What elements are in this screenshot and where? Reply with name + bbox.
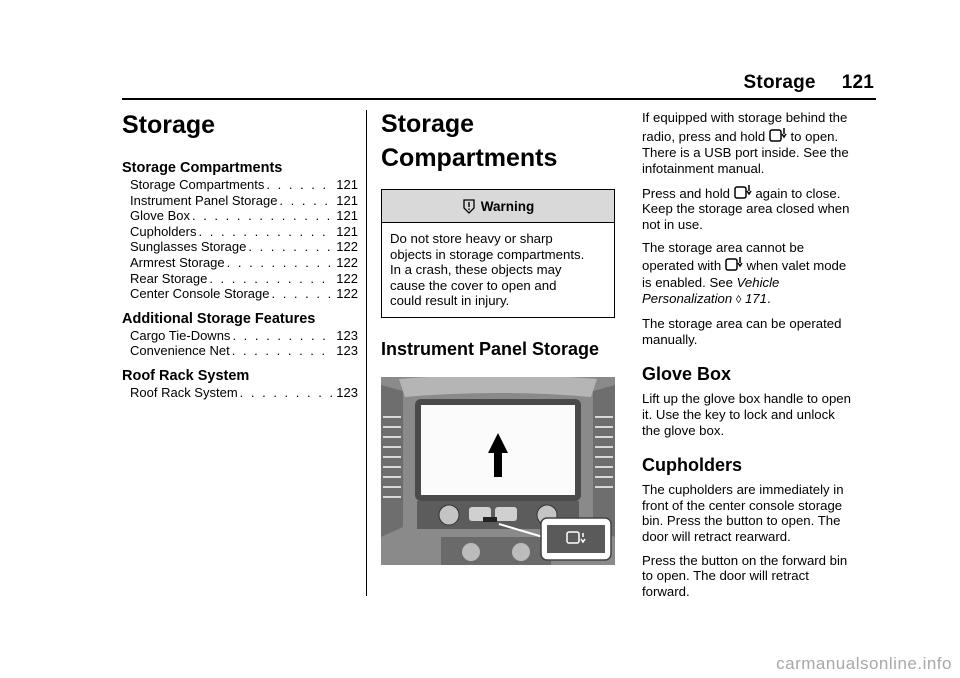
text-line: If equipped with storage behind the	[642, 110, 848, 125]
toc-entry-page: 123	[336, 384, 358, 400]
toc-leader-dots	[232, 328, 334, 344]
text-line: Press the button on the forward bin	[642, 552, 848, 568]
text-line: door will retract rearward.	[642, 528, 791, 544]
text-line: Lift up the glove box handle to open	[642, 391, 851, 407]
warning-body	[382, 223, 614, 317]
text-line: Keep the storage area closed when	[642, 201, 850, 217]
toc-entry-label: Instrument Panel Storage	[130, 192, 278, 208]
paragraph-storage-open	[642, 108, 878, 146]
paragraph-valet	[642, 240, 878, 256]
cross-reference-link[interactable]: Vehicle	[736, 274, 780, 290]
toc-entry[interactable]	[130, 286, 358, 302]
cupholders-heading: Cupholders	[642, 455, 743, 476]
text-line: to open.	[790, 129, 839, 144]
toc-leader-dots	[192, 208, 334, 224]
text-line: The storage area cannot be	[642, 240, 805, 256]
text-line: manually.	[642, 331, 698, 347]
toc-entry-label: Cupholders	[130, 223, 197, 239]
storage-button-icon	[734, 184, 752, 201]
header-rule	[122, 98, 876, 100]
paragraph-valet-ref	[642, 275, 878, 308]
text-line: The storage area can be operated	[642, 316, 842, 332]
column-divider	[366, 110, 367, 596]
toc-list	[130, 328, 358, 359]
text-line: is enabled. See	[642, 274, 733, 290]
warning-label: Warning	[480, 198, 535, 214]
toc-title: Storage	[122, 111, 216, 139]
instrument-panel-illustration	[381, 377, 615, 565]
toc-leader-dots	[266, 177, 334, 193]
text-line: again to close.	[755, 186, 841, 202]
toc-entry-page: 121	[336, 177, 358, 192]
warning-header	[382, 190, 614, 223]
toc-entry-page: 121	[336, 223, 358, 239]
toc-entry-label: Roof Rack System	[130, 384, 238, 400]
section-title-line2: Compartments	[381, 144, 558, 172]
column-3	[642, 108, 878, 599]
toc-entry-label: Cargo Tie-Downs	[130, 327, 231, 343]
toc-leader-dots	[232, 343, 335, 359]
paragraph-glove-box	[642, 391, 878, 438]
text-line: when valet mode	[746, 257, 847, 273]
toc-entry[interactable]	[130, 255, 358, 271]
text-line: .	[766, 290, 771, 306]
toc-entry-page: 122	[336, 239, 358, 255]
storage-button-icon	[769, 127, 787, 144]
text-line: infotainment manual.	[642, 160, 765, 176]
toc-leader-dots	[248, 239, 334, 255]
toc-entry-label: Sunglasses Storage	[130, 239, 247, 255]
toc-entry[interactable]	[130, 385, 358, 401]
toc-entry-page: 122	[336, 286, 358, 302]
left-air-vent	[381, 385, 403, 537]
toc-entry[interactable]	[130, 224, 358, 240]
text-line: to open. The door will retract	[642, 568, 809, 584]
text-line: not in use.	[642, 216, 703, 232]
paragraph-storage-open-cont	[642, 145, 878, 176]
section-title	[381, 107, 615, 175]
toc-entry-label: Convenience Net	[130, 343, 230, 359]
toc-entry[interactable]	[130, 239, 358, 255]
watermark: carmanualsonline.info	[776, 654, 952, 673]
text-line: There is a USB port inside. See the	[642, 145, 849, 160]
warning-line: Do not store heavy or sharp	[390, 231, 553, 246]
text-line: forward.	[642, 583, 690, 599]
toc-leader-dots	[271, 286, 334, 302]
text-line: radio, press and hold	[642, 129, 766, 144]
page-ref-icon: ◊	[735, 293, 742, 306]
toc-entry[interactable]	[130, 177, 358, 193]
cross-reference-page[interactable]: 171	[744, 290, 767, 306]
toc-entry-page: 122	[336, 254, 358, 270]
toc-entry[interactable]	[130, 328, 358, 344]
toc-entry-page: 121	[336, 208, 358, 224]
toc-leader-dots	[209, 271, 334, 287]
toc-leader-dots	[227, 255, 335, 271]
warning-line: In a crash, these objects may	[390, 262, 562, 278]
toc-entry-page: 123	[336, 343, 358, 359]
warning-line: could result in injury.	[390, 293, 510, 309]
toc-entry-label: Center Console Storage	[130, 286, 270, 302]
toc-leader-dots	[279, 193, 334, 209]
paragraph-storage-close-cont	[642, 201, 878, 232]
glove-box-heading: Glove Box	[642, 364, 732, 385]
toc-entry-label: Armrest Storage	[130, 254, 225, 270]
toc-entry[interactable]	[130, 193, 358, 209]
page-number: 121	[841, 72, 874, 93]
toc-leader-dots	[199, 224, 335, 240]
toc-column	[122, 106, 358, 401]
toc-group-heading[interactable]: Roof Rack System	[122, 367, 250, 384]
toc-entry-page: 121	[336, 192, 358, 208]
toc-entry-label: Storage Compartments	[130, 177, 265, 192]
warning-box	[381, 189, 615, 318]
text-line: The cupholders are immediately in	[642, 482, 844, 498]
toc-entry[interactable]	[130, 208, 358, 224]
paragraph-cupholders	[642, 482, 878, 544]
toc-groups	[122, 160, 358, 401]
toc-group-heading[interactable]: Storage Compartments	[122, 160, 283, 176]
toc-entry-label: Glove Box	[130, 208, 190, 224]
warning-line: objects in storage compartments.	[390, 246, 585, 262]
warning-line: cause the cover to open and	[390, 277, 557, 293]
toc-entry-label: Rear Storage	[130, 270, 208, 286]
toc-leader-dots	[240, 385, 335, 401]
text-line: bin. Press the button to open. The	[642, 513, 841, 529]
toc-list	[130, 177, 358, 302]
text-line: Press and hold	[642, 186, 730, 202]
text-line: operated with	[642, 257, 722, 273]
text-line: front of the center console storage	[642, 497, 843, 513]
section-title-line1: Storage	[381, 110, 475, 138]
toc-group-heading[interactable]: Additional Storage Features	[122, 310, 316, 327]
toc-list	[130, 385, 358, 401]
column-2	[381, 107, 615, 565]
instrument-panel-heading: Instrument Panel Storage	[381, 338, 600, 359]
toc-entry-page: 122	[336, 270, 358, 286]
right-air-vent	[593, 385, 615, 537]
paragraph-valet-cont	[642, 256, 878, 275]
text-line: it. Use the key to lock and unlock	[642, 406, 835, 422]
cross-reference-link[interactable]: Personalization	[642, 290, 733, 306]
toc-entry[interactable]	[130, 343, 358, 359]
header-section: Storage	[743, 72, 816, 93]
toc-entry[interactable]	[130, 271, 358, 287]
running-header	[744, 72, 874, 94]
toc-entry-page: 123	[336, 327, 358, 343]
paragraph-cupholders-forward	[642, 553, 878, 600]
paragraph-manual	[642, 316, 878, 347]
text-line: the glove box.	[642, 422, 725, 438]
storage-button-icon	[725, 256, 743, 273]
warning-icon	[462, 199, 476, 214]
